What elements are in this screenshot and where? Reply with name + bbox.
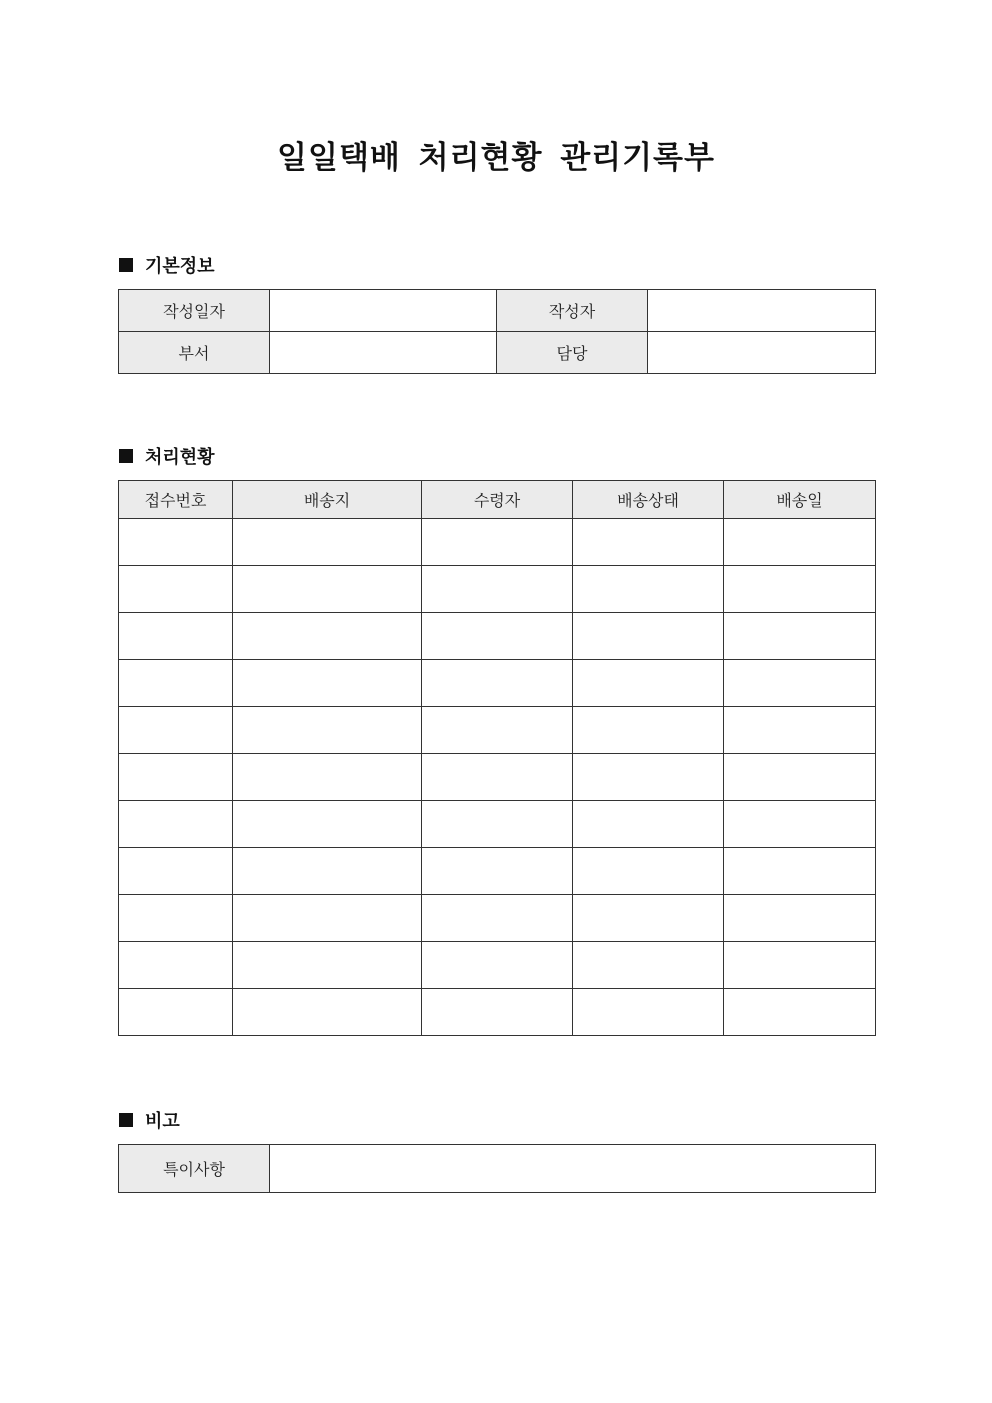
- square-bullet-icon: [119, 258, 133, 272]
- author-label: 작성자: [497, 290, 648, 332]
- recipient-cell[interactable]: [422, 801, 573, 848]
- delivery-status-cell[interactable]: [573, 566, 724, 613]
- column-header-delivery-date: 배송일: [724, 481, 876, 519]
- department-label: 부서: [119, 332, 270, 374]
- recipient-cell[interactable]: [422, 707, 573, 754]
- delivery-date-cell[interactable]: [724, 895, 876, 942]
- destination-cell[interactable]: [233, 566, 422, 613]
- destination-cell[interactable]: [233, 613, 422, 660]
- recipient-cell[interactable]: [422, 942, 573, 989]
- delivery-date-cell[interactable]: [724, 660, 876, 707]
- recipient-cell[interactable]: [422, 895, 573, 942]
- table-row: [119, 519, 876, 566]
- table-row: [119, 848, 876, 895]
- column-header-recipient: 수령자: [422, 481, 573, 519]
- column-header-receipt-no: 접수번호: [119, 481, 233, 519]
- section-remarks-title: 비고: [145, 1111, 180, 1132]
- square-bullet-icon: [119, 1113, 133, 1127]
- recipient-cell[interactable]: [422, 754, 573, 801]
- section-status-heading: [119, 444, 215, 468]
- delivery-status-cell[interactable]: [573, 519, 724, 566]
- receipt-no-cell[interactable]: [119, 848, 233, 895]
- recipient-cell[interactable]: [422, 613, 573, 660]
- delivery-date-cell[interactable]: [724, 566, 876, 613]
- table-header-row: [119, 481, 876, 519]
- special-notes-field[interactable]: [270, 1145, 876, 1193]
- remarks-table: [118, 1144, 876, 1193]
- table-row: [119, 801, 876, 848]
- section-remarks-heading: [119, 1108, 180, 1132]
- table-row: [119, 895, 876, 942]
- table-row: [119, 942, 876, 989]
- recipient-cell[interactable]: [422, 848, 573, 895]
- date-field[interactable]: [270, 290, 497, 332]
- receipt-no-cell[interactable]: [119, 707, 233, 754]
- receipt-no-cell[interactable]: [119, 754, 233, 801]
- receipt-no-cell[interactable]: [119, 801, 233, 848]
- table-row: [119, 989, 876, 1036]
- square-bullet-icon: [119, 449, 133, 463]
- column-header-delivery-status: 배송상태: [573, 481, 724, 519]
- document-title: 일일택배 처리현황 관리기록부: [277, 140, 715, 176]
- manager-field[interactable]: [648, 332, 876, 374]
- destination-cell[interactable]: [233, 942, 422, 989]
- delivery-date-cell[interactable]: [724, 519, 876, 566]
- table-row: [119, 332, 876, 374]
- table-row: [119, 613, 876, 660]
- delivery-status-cell[interactable]: [573, 942, 724, 989]
- table-row: [119, 707, 876, 754]
- destination-cell[interactable]: [233, 707, 422, 754]
- destination-cell[interactable]: [233, 895, 422, 942]
- receipt-no-cell[interactable]: [119, 613, 233, 660]
- basic-info-table: [118, 289, 876, 374]
- delivery-status-cell[interactable]: [573, 754, 724, 801]
- receipt-no-cell[interactable]: [119, 519, 233, 566]
- delivery-status-cell[interactable]: [573, 660, 724, 707]
- delivery-status-cell[interactable]: [573, 613, 724, 660]
- recipient-cell[interactable]: [422, 989, 573, 1036]
- status-table: [118, 480, 876, 1036]
- table-row: [119, 290, 876, 332]
- delivery-status-cell[interactable]: [573, 801, 724, 848]
- section-status-title: 처리현황: [145, 447, 215, 468]
- special-notes-label: 특이사항: [119, 1145, 270, 1193]
- destination-cell[interactable]: [233, 754, 422, 801]
- manager-label: 담당: [497, 332, 648, 374]
- receipt-no-cell[interactable]: [119, 895, 233, 942]
- section-basic-info-heading: [119, 253, 215, 277]
- recipient-cell[interactable]: [422, 519, 573, 566]
- table-row: [119, 754, 876, 801]
- table-row: [119, 566, 876, 613]
- delivery-status-cell[interactable]: [573, 848, 724, 895]
- delivery-date-cell[interactable]: [724, 707, 876, 754]
- destination-cell[interactable]: [233, 519, 422, 566]
- receipt-no-cell[interactable]: [119, 566, 233, 613]
- column-header-destination: 배송지: [233, 481, 422, 519]
- author-field[interactable]: [648, 290, 876, 332]
- delivery-date-cell[interactable]: [724, 989, 876, 1036]
- delivery-date-cell[interactable]: [724, 754, 876, 801]
- delivery-status-cell[interactable]: [573, 989, 724, 1036]
- delivery-status-cell[interactable]: [573, 895, 724, 942]
- destination-cell[interactable]: [233, 848, 422, 895]
- delivery-date-cell[interactable]: [724, 848, 876, 895]
- delivery-date-cell[interactable]: [724, 942, 876, 989]
- recipient-cell[interactable]: [422, 660, 573, 707]
- department-field[interactable]: [270, 332, 497, 374]
- delivery-date-cell[interactable]: [724, 801, 876, 848]
- table-row: [119, 1145, 876, 1193]
- destination-cell[interactable]: [233, 989, 422, 1036]
- delivery-status-cell[interactable]: [573, 707, 724, 754]
- destination-cell[interactable]: [233, 660, 422, 707]
- receipt-no-cell[interactable]: [119, 989, 233, 1036]
- date-label: 작성일자: [119, 290, 270, 332]
- delivery-date-cell[interactable]: [724, 613, 876, 660]
- receipt-no-cell[interactable]: [119, 660, 233, 707]
- recipient-cell[interactable]: [422, 566, 573, 613]
- destination-cell[interactable]: [233, 801, 422, 848]
- status-table-body: [119, 519, 876, 1036]
- section-basic-info-title: 기본정보: [145, 256, 215, 277]
- table-row: [119, 660, 876, 707]
- receipt-no-cell[interactable]: [119, 942, 233, 989]
